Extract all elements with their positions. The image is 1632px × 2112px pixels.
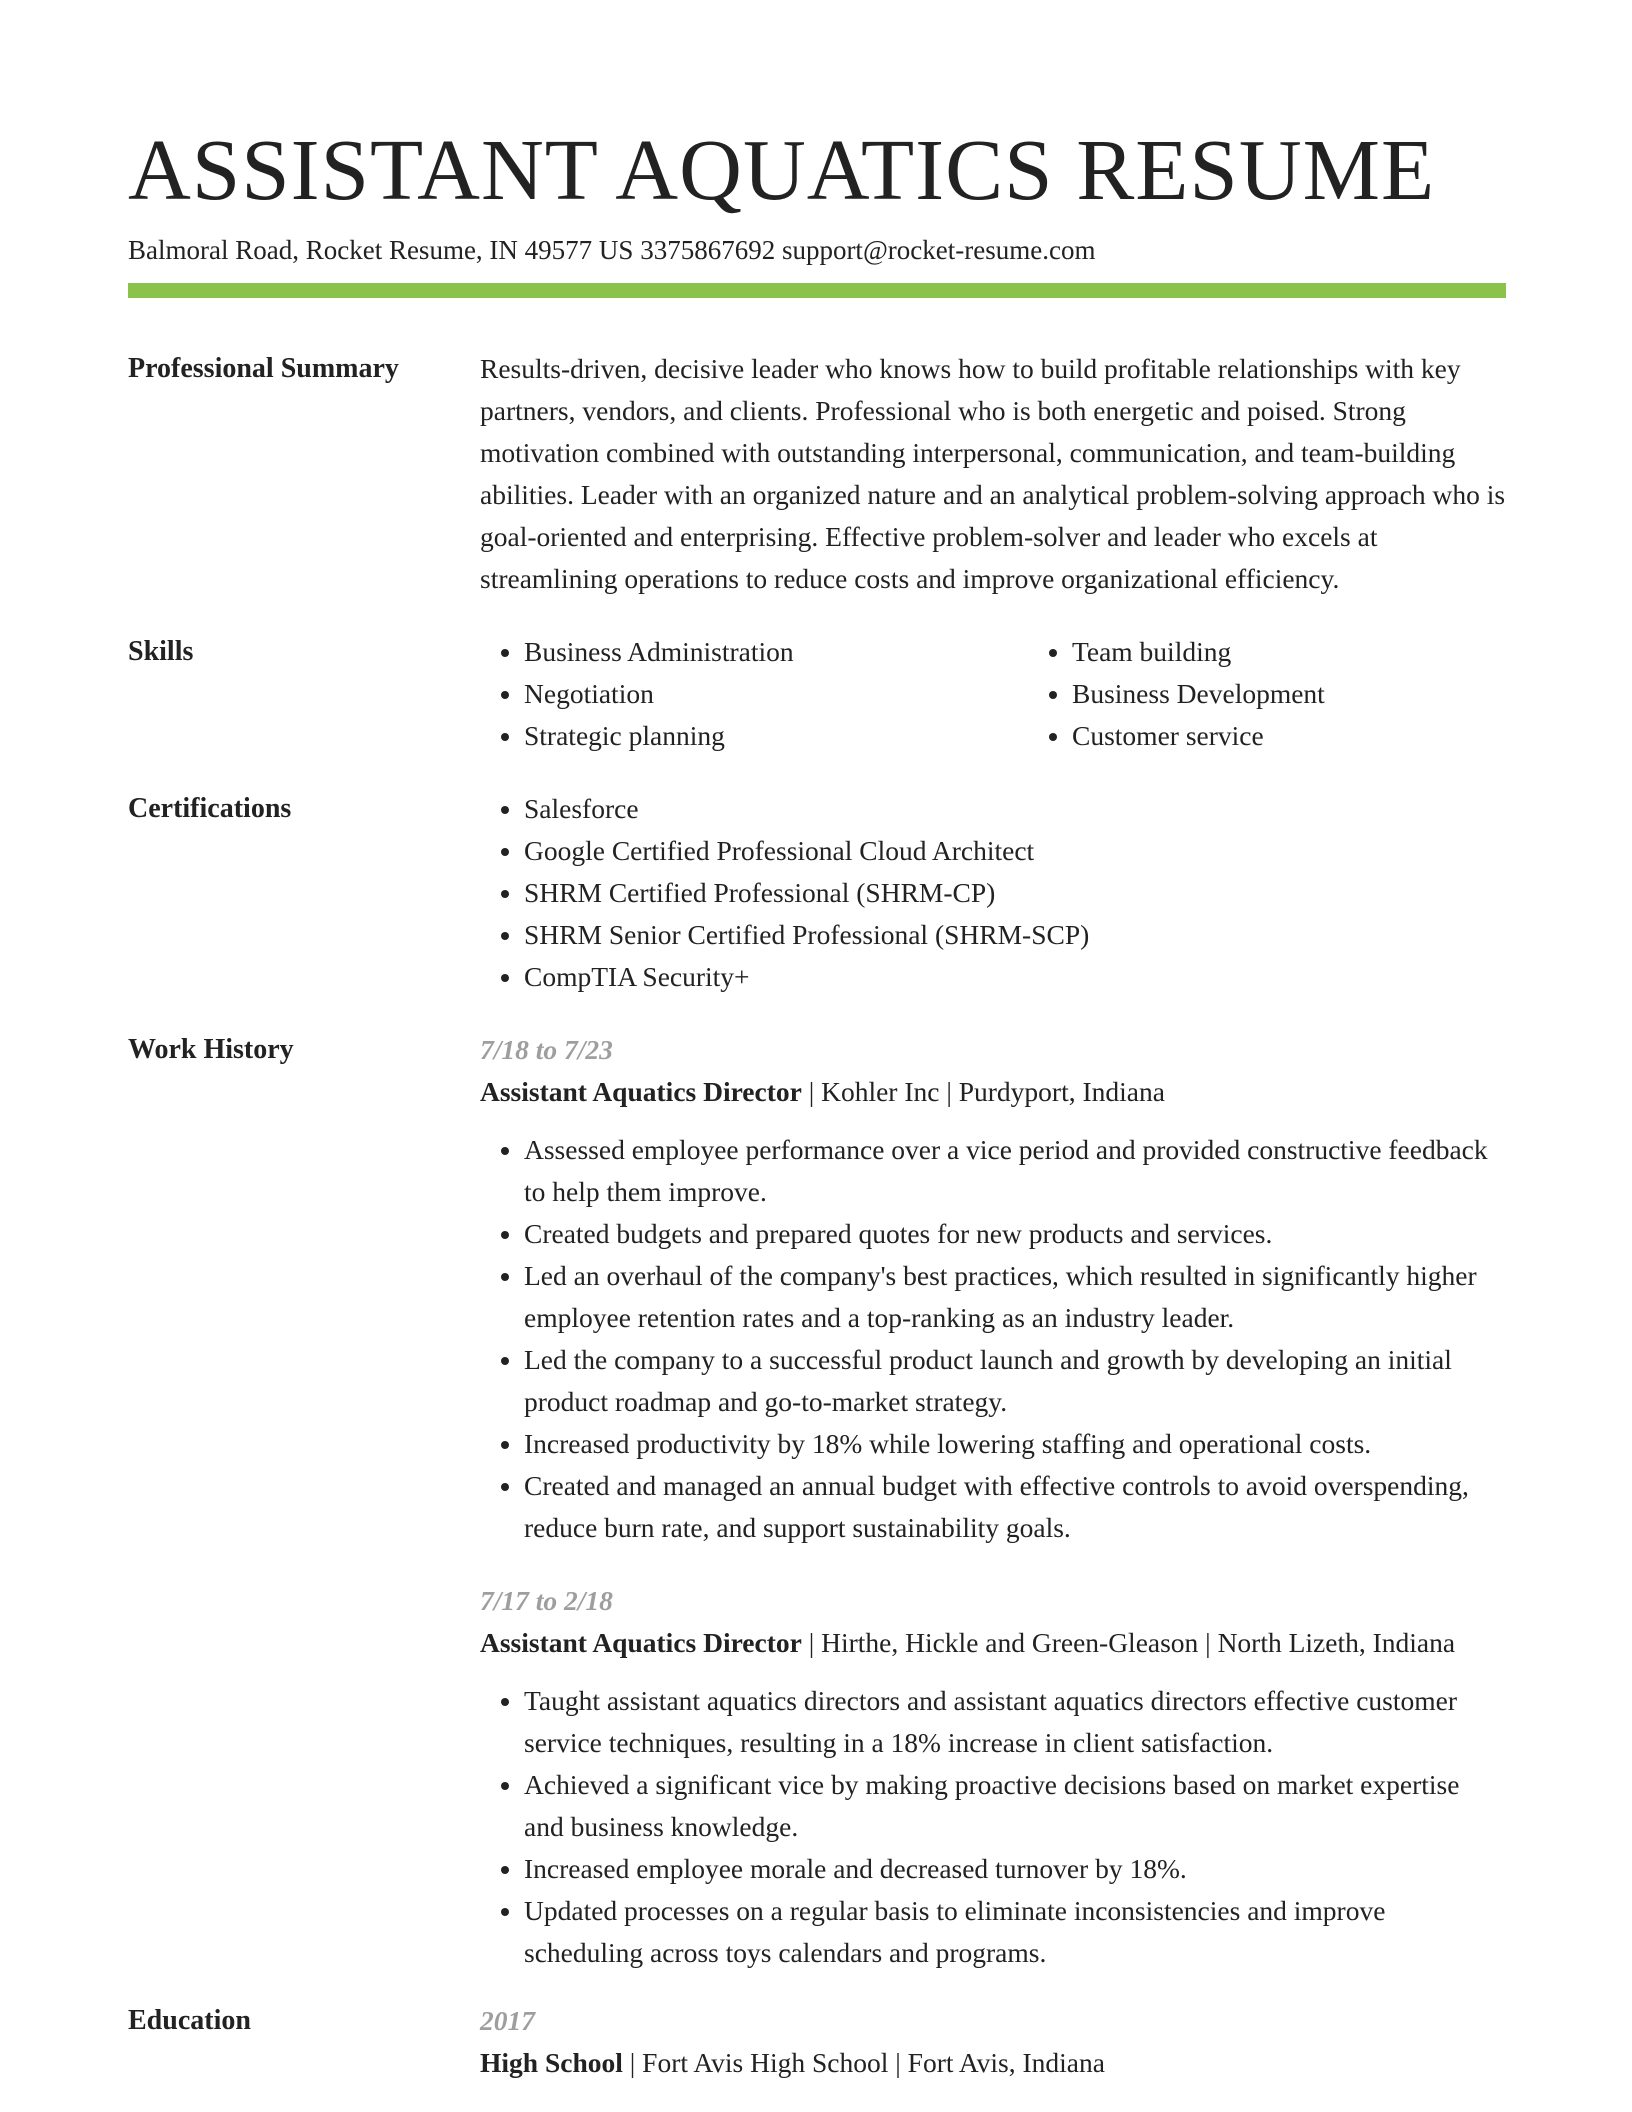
skills-grid [480, 631, 1576, 757]
certification-item: • Google Certified Professional Cloud Architect [524, 830, 1506, 872]
skill-item: • Business Development [1072, 673, 1576, 715]
job-bullet: • Updated processes on a regular basis to eliminate inconsistencies and improve scheduling across toys calendars and programs. [524, 1890, 1506, 1974]
education-year: 2017 [480, 2005, 535, 2036]
job-entry [480, 1029, 1506, 1549]
job-title: Assistant Aquatics Director [480, 1076, 802, 1107]
education-section [128, 2000, 1506, 2084]
job-bullet: • Led an overhaul of the company's best practices, which resulted in significantly higher employee retention rates and a top-ranking as an industry leader. [524, 1255, 1506, 1339]
certifications-list [480, 788, 1506, 998]
job-bullets [480, 1680, 1506, 1974]
skill-item: • Strategic planning [524, 715, 1028, 757]
education-degree: High School [480, 2047, 623, 2078]
work-history-heading: Work History [128, 1034, 294, 1065]
job-title-line [480, 1071, 1506, 1113]
education-details: | Fort Avis High School | Fort Avis, Indiana [622, 2047, 1105, 2078]
job-bullet: • Increased employee morale and decreased turnover by 18%. [524, 1848, 1506, 1890]
job-title: Assistant Aquatics Director [480, 1627, 802, 1658]
contact-address: Balmoral Road, Rocket Resume, IN 49577 US [128, 235, 634, 265]
job-bullet: • Led the company to a successful product launch and growth by developing an initial product roadmap and go-to-market strategy. [524, 1339, 1506, 1423]
summary-text: Results-driven, decisive leader who knows how to build profitable relationships with key partners, vendors, and clients. Professional who is both energetic and poised. Strong motivation combined with outstanding interpersonal, communication, and team-building abilities. Leader with an organized nature and an analytical problem-solving approach who is goal-oriented and enterprising. Effective problem-solver and leader who excels at streamlining operations to reduce costs and improve organizational efficiency. [480, 353, 1506, 594]
skill-item: • Customer service [1072, 715, 1576, 757]
contact-email: support@rocket-resume.com [781, 235, 1096, 265]
job-bullet: • Increased productivity by 18% while lowering staffing and operational costs. [524, 1423, 1506, 1465]
resume-page [128, 118, 1506, 2084]
skill-item: • Negotiation [524, 673, 1028, 715]
job-bullet: • Created and managed an annual budget with effective controls to avoid overspending, reduce burn rate, and support sustainability goals. [524, 1465, 1506, 1549]
skills-heading: Skills [128, 636, 194, 667]
certification-item: • Salesforce [524, 788, 1506, 830]
job-dates: 7/17 to 2/18 [480, 1585, 613, 1616]
job-bullet: • Created budgets and prepared quotes for new products and services. [524, 1213, 1506, 1255]
job-bullet: • Assessed employee performance over a vice period and provided constructive feedback to help them improve. [524, 1129, 1506, 1213]
education-line [480, 2042, 1506, 2084]
certification-item: • SHRM Senior Certified Professional (SHRM-SCP) [524, 914, 1506, 956]
education-heading: Education [128, 2005, 251, 2036]
summary-section [128, 348, 1506, 600]
job-details: | Hirthe, Hickle and Green-Gleason | North Lizeth, Indiana [801, 1627, 1456, 1658]
certification-item: • CompTIA Security+ [524, 956, 1506, 998]
work-history-section [128, 1029, 1506, 1974]
skills-list-right [1028, 631, 1576, 757]
job-bullet: • Achieved a significant vice by making proactive decisions based on market expertise and business knowledge. [524, 1764, 1506, 1848]
skills-section [128, 631, 1506, 757]
summary-heading: Professional Summary [128, 353, 399, 384]
job-title-line [480, 1622, 1506, 1664]
resume-title: ASSISTANT AQUATICS RESUME [128, 121, 1436, 218]
certification-item: • SHRM Certified Professional (SHRM-CP) [524, 872, 1506, 914]
job-bullet: • Taught assistant aquatics directors and assistant aquatics directors effective customer service techniques, resulting in a 18% increase in client satisfaction. [524, 1680, 1506, 1764]
contact-phone: 3375867692 [640, 235, 776, 265]
header-divider [128, 283, 1506, 298]
contact-line [128, 232, 1506, 268]
job-bullets [480, 1129, 1506, 1549]
skill-item: • Business Administration [524, 631, 1028, 673]
certifications-section [128, 788, 1506, 998]
certifications-heading: Certifications [128, 793, 292, 824]
job-entry [480, 1580, 1506, 1974]
job-dates: 7/18 to 7/23 [480, 1034, 613, 1065]
job-details: | Kohler Inc | Purdyport, Indiana [801, 1076, 1165, 1107]
skill-item: • Team building [1072, 631, 1576, 673]
skills-list-left [480, 631, 1028, 757]
